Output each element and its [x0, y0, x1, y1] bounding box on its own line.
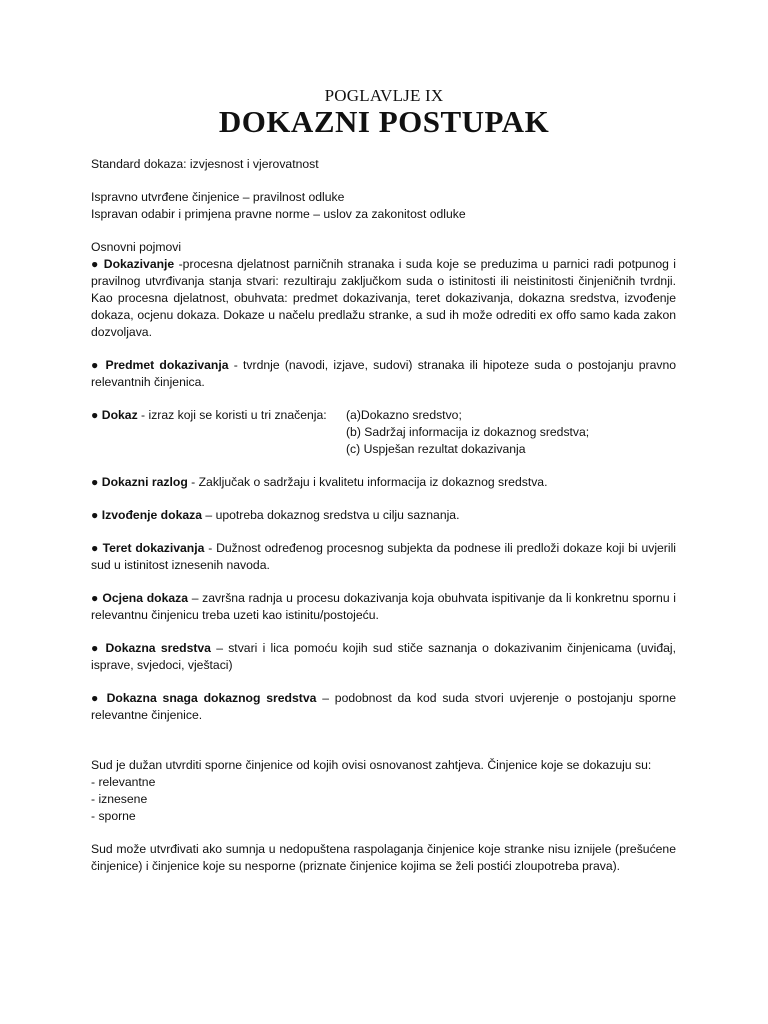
bullet: ● [91, 508, 99, 522]
paragraph-sredstva [91, 640, 676, 674]
bullet: ● [91, 541, 99, 555]
paragraph-dokazivanje [91, 256, 676, 341]
term-dokazivanje: Dokazivanje [103, 257, 175, 271]
text-snaga: – podobnost da kod suda stvori uvjerenje o postojanju sporne relevantne činjenice. [91, 691, 676, 722]
text-izvodjenje: – upotreba dokaznog sredstva u cilju saznanja. [202, 508, 460, 522]
text-teret: - Dužnost određenog procesnog subjekta da podnese ili predloži dokaze koji bi uvjerili sud u istinitost iznesenih navoda. [91, 541, 676, 572]
text-predmet: - tvrdnje (navodi, izjave, sudovi) stranaka ili hipoteze suda o postojanju pravno relevantnih činjenica. [91, 358, 676, 389]
term-izvodjenje: Izvođenje dokaza [101, 508, 203, 522]
bullet: ● [91, 408, 99, 422]
term-ocjena: Ocjena dokaza [102, 591, 189, 605]
bullet: ● [91, 475, 99, 489]
term-teret: Teret dokazivanja [102, 541, 205, 555]
term-predmet: Predmet dokazivanja [105, 358, 229, 372]
line-zakonitost: Ispravan odabir i primjena pravne norme – uslov za zakonitost odluke [91, 207, 466, 221]
bullet: ● [91, 691, 101, 705]
paragraph-dokaz [91, 407, 676, 458]
term-razlog: Dokazni razlog [101, 475, 188, 489]
list-item: - sporne [91, 809, 136, 823]
term-snaga: Dokazna snaga dokaznog sredstva [106, 691, 317, 705]
list-item: - iznesene [91, 792, 148, 806]
dokaz-meaning-b: (b) Sadržaj informacija iz dokaznog sredstva; [346, 425, 590, 439]
list-item: - relevantne [91, 775, 156, 789]
text-ocjena: – završna radnja u procesu dokazivanja koja obuhvata ispitivanje da li konkretnu spornu i relevantnu činjenicu treba uzeti kao istinitu/postojeću. [91, 591, 676, 622]
paragraph-razlog [91, 474, 676, 491]
bullet: ● [91, 591, 99, 605]
dokaz-meaning-c: (c) Uspješan rezultat dokazivanja [346, 442, 526, 456]
bullet: ● [91, 257, 100, 271]
paragraph-predmet [91, 357, 676, 391]
text-dokaz: - izraz koji se koristi u tri značenja: [137, 408, 327, 422]
dokaz-meanings [346, 407, 676, 458]
bullet: ● [91, 358, 101, 372]
paragraph-teret [91, 540, 676, 574]
paragraph-sud-moze: Sud može utvrđivati ako sumnja u nedopuštena raspolaganja činjenice koje stranke nisu iznijele (prešućene činjenice) i činjenice koje su nesporne (priznate činjenice kojima se želi postići zloupotreba prava). [91, 842, 676, 873]
paragraph-sud-duzan: Sud je dužan utvrditi sporne činjenice od kojih ovisi osnovanost zahtjeva. Činjenice koje se dokazuju su: [91, 758, 652, 772]
chapter-heading: POGLAVLJE IX [324, 86, 444, 105]
dokaz-meaning-a: (a)Dokazno sredstvo; [346, 408, 462, 422]
text-dokazivanje: -procesna djelatnost parničnih stranaka i suda koje se preduzima u parnici radi potpunog i pravilnog utvrđivanja stanja stvari: rezultiraju zaključkom suda o istinitosti ili neistinitosti činjeničnih tvrdnji. Kao procesna djelatnost, obuhvata: predmet dokazivanja, teret dokazivanja, dokazna sredstva, izvođenje dokaza, ocjenu dokaza. Dokaze u načelu predlažu stranke, a sud ih može odrediti ex offo samo kada zakon dozvoljava. [91, 257, 676, 339]
line-pravilnost: Ispravno utvrđene činjenice – pravilnost odluke [91, 190, 345, 204]
paragraph-snaga [91, 690, 676, 724]
text-razlog: - Zaključak o sadržaju i kvalitetu informacija iz dokaznog sredstva. [187, 475, 548, 489]
term-sredstva: Dokazna sredstva [105, 641, 211, 655]
page-title: DOKAZNI POSTUPAK [218, 104, 550, 139]
paragraph-ocjena [91, 590, 676, 624]
bullet: ● [91, 641, 101, 655]
text-sredstva: – stvari i lica pomoću kojih sud stiče saznanja o dokazivanim činjenicama (uviđaj, isprave, svjedoci, vještaci) [91, 641, 676, 672]
document-body [91, 156, 676, 875]
standard-line: Standard dokaza: izvjesnost i vjerovatnost [91, 157, 319, 171]
paragraph-izvodjenje [91, 507, 676, 524]
term-dokaz: Dokaz [101, 408, 138, 422]
osnovni-pojmovi-heading: Osnovni pojmovi [91, 240, 182, 254]
